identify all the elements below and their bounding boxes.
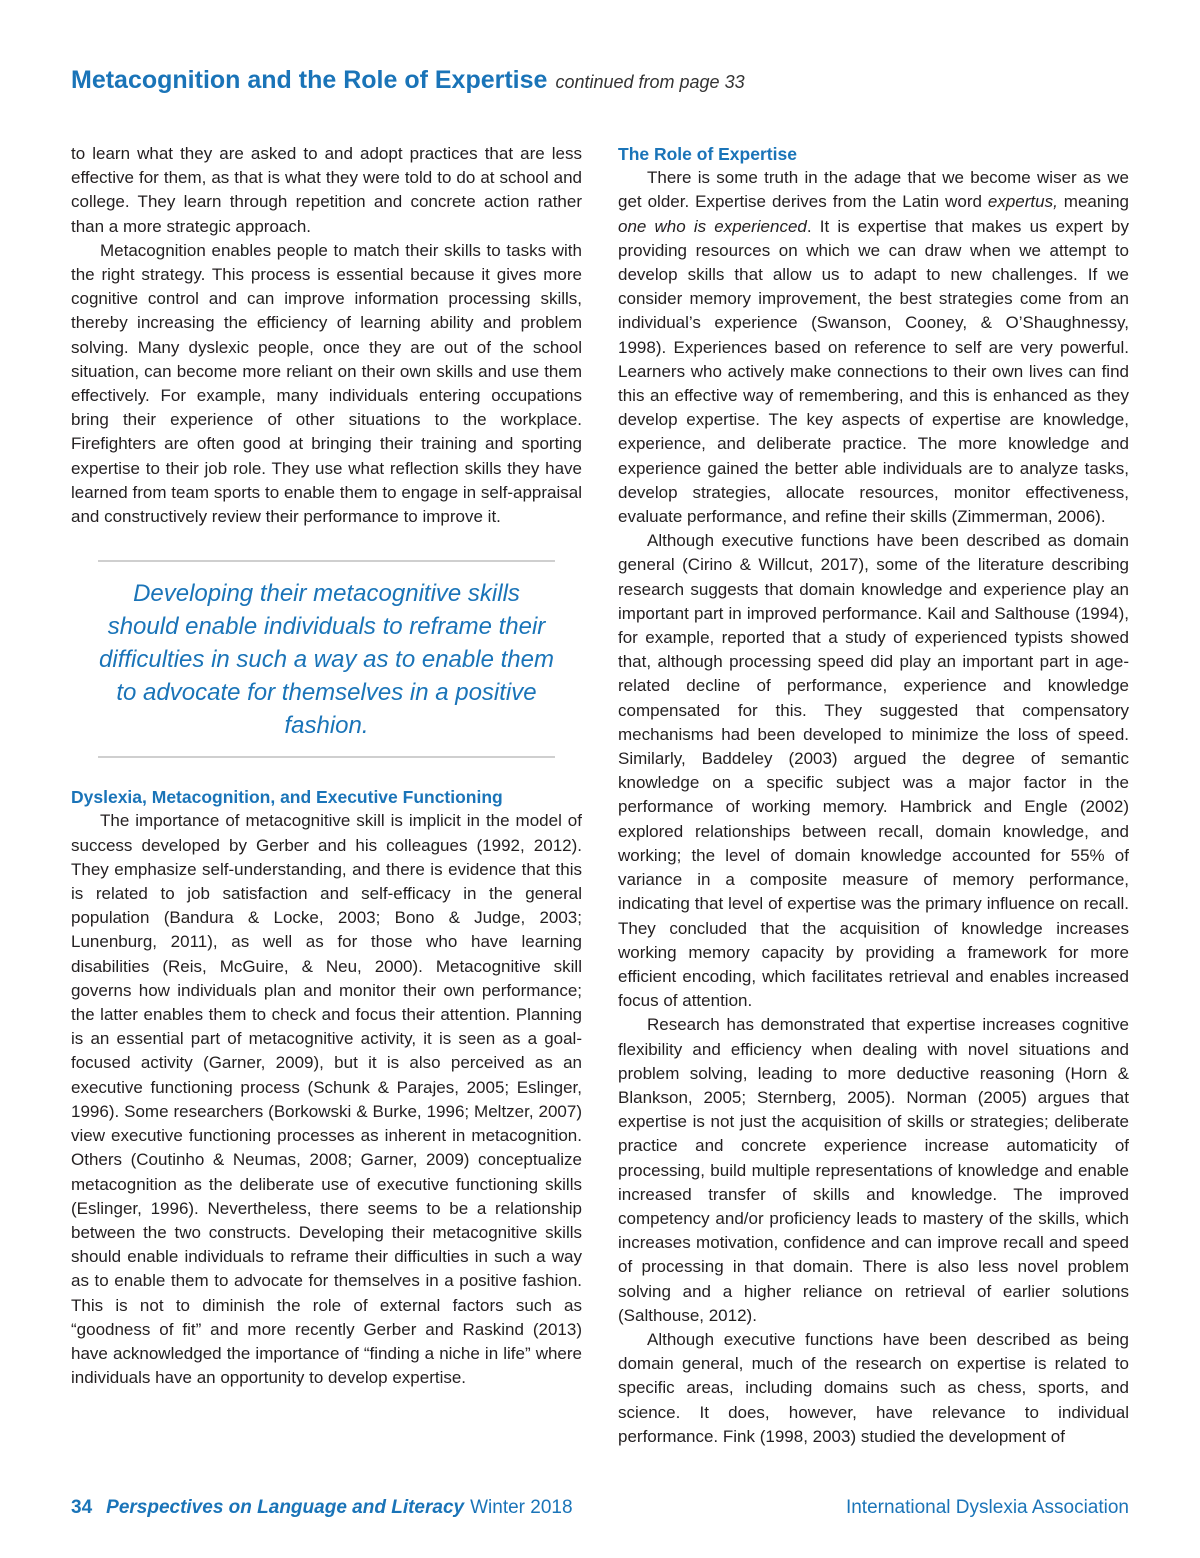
latin-term: expertus, xyxy=(987,192,1058,212)
body-paragraph: Although executive functions have been described as domain general (Cirino & Willcut, 2017), some of the literature describing research suggests that domain knowledge and experience play an important part in improved performance. Kail and Salthouse (1994), for example, reported that a study of experienced typists showed that, although processing speed did play an important part in age-related decline of performance, experience and knowledge compensated for this. They suggested that compensatory mechanisms had been developed to minimize the loss of speed. Similarly, Baddeley (2003) argued the degree of semantic knowledge on a specific subject was a major factor in the performance of working memory. Hambrick and Engle (2002) explored relationships between recall, domain knowledge, and working; the level of domain knowledge accounted for 55% of variance in a composite measure of memory performance, indicating that level of expertise was the primary influence on recall. They concluded that the acquisition of knowledge increases working memory capacity by providing a framework for more efficient encoding, which facilitates retrieval and enables increased focus of attention. xyxy=(618,531,1129,1011)
right-column xyxy=(618,142,1129,1449)
body-paragraph: Metacognition enables people to match their skills to tasks with the right strategy. This process is essential because it gives more cognitive control and can improve information processing skills, thereby increasing the efficiency of learning ability and problem solving. Many dyslexic people, once they are out of the school situation, can become more reliant on their own skills and use them effectively. For example, many individuals entering occupations bring their experience of other situations to the workplace. Firefighters are often good at bringing their training and sporting expertise to their job role. They use what reflection skills they have learned from team sports to enable them to engage in self-appraisal and constructively review their performance to improve it. xyxy=(71,240,582,527)
issue-label: Winter 2018 xyxy=(470,1497,573,1518)
section-heading: The Role of Expertise xyxy=(618,144,797,164)
body-paragraph: Research has demonstrated that expertise increases cognitive flexibility and efficiency when dealing with novel situations and problem solving, leading to more deductive reasoning (Horn & Blankson, 2005; Sternberg, 2005). Norman (2005) argues that expertise is not just the acquisition of skills or strategies; deliberate practice and concrete experience increase automaticity of processing, build multiple representations of knowledge and enable increased transfer of skills and knowledge. The improved competency and/or proficiency leads to mastery of the skills, which increases motivation, confidence and can improve recall and speed of processing in that domain. There is also less novel problem solving and a higher reliance on retrieval of earlier solutions (Salthouse, 2012). xyxy=(618,1015,1129,1325)
body-paragraph: to learn what they are asked to and adopt practices that are less effective for them, as that is what they were told to do at school and college. They learn through repetition and concrete action rather than a more strategic approach. xyxy=(71,144,582,236)
text-run: . It is expertise that makes us expert by providing resources on which we can draw when we attempt to develop skills that allow us to adapt to new challenges. If we consider memory improvement, the best strategies come from an individual’s experience (Swanson, Cooney, & O’Shaughnessy, 1998). Experiences based on reference to self are very powerful. Learners who actively make connections to their own lives can find this an effective way of remembering, and this is enhanced as they develop expertise. The key aspects of expertise are knowledge, experience, and deliberate practice. The more knowledge and experience gained the better able individuals are to analyze tasks, develop strategies, allocate resources, monitor effectiveness, evaluate performance, and refine their skills (Zimmerman, 2006). xyxy=(618,216,1129,527)
article-title: Metacognition and the Role of Expertise xyxy=(71,66,548,94)
pull-quote-text: Developing their metacognitive skills should enable individuals to reframe their difficulties in such a way as to enable them to advocate for themselves in a positive fashion. xyxy=(99,580,554,740)
page-header xyxy=(71,66,1131,95)
pull-quote xyxy=(98,560,555,758)
text-run: meaning xyxy=(1057,192,1129,212)
body-paragraph: The importance of metacognitive skill is implicit in the model of success developed by Gerber and his colleagues (1992, 2012). They emphasize self-understanding, and there is evidence that this is related to job satisfaction and self-efficacy in the general population (Bandura & Locke, 2003; Bono & Judge, 2003; Lunenburg, 2011), as well as for those who have learning disabilities (Reis, McGuire, & Neu, 2000). Metacognitive skill governs how individuals plan and monitor their own performance; the latter enables them to check and focus their attention. Planning is an essential part of metacognitive activity, it is seen as a goal-focused activity (Garner, 2009), but it is also perceived as an executive functioning process (Schunk & Parajes, 2005; Eslinger, 1996). Some researchers (Borkowski & Burke, 1996; Meltzer, 2007) view executive functioning processes as inherent in metacognition. Others (Coutinho & Neumas, 2008; Garner, 2009) conceptualize metacognition as the deliberate use of executive functioning skills (Eslinger, 1996). Nevertheless, there seems to be a relationship between the two constructs. Developing their metacognitive skills should enable individuals to reframe their difficulties in such a way as to enable them to advocate for themselves in a positive fashion. This is not to diminish the role of external factors such as “goodness of fit” and more recently Gerber and Raskind (2013) have acknowledged the importance of “finding a niche in life” where individuals have an opportunity to develop expertise. xyxy=(71,811,582,1388)
text-run: There is some truth in the adage that we become wiser as we get older. Expertise derives from the Latin word xyxy=(618,168,1129,212)
body-paragraph xyxy=(618,166,1129,529)
organization-name: International Dyslexia Association xyxy=(845,1497,1129,1518)
continued-note: continued from page 33 xyxy=(555,72,745,92)
section-heading: Dyslexia, Metacognition, and Executive Functioning xyxy=(71,787,503,808)
term-meaning: one who is experienced xyxy=(618,216,807,236)
body-paragraph: Although executive functions have been described as being domain general, much of the research on expertise is related to specific areas, including domains such as chess, sports, and science. It does, however, have relevance to individual performance. Fink (1998, 2003) studied the development of xyxy=(618,1329,1129,1446)
left-column xyxy=(71,142,582,1390)
page-number: 34 xyxy=(71,1497,93,1518)
publication-name: Perspectives on Language and Literacy xyxy=(106,1497,465,1518)
page-footer xyxy=(71,1497,1129,1519)
